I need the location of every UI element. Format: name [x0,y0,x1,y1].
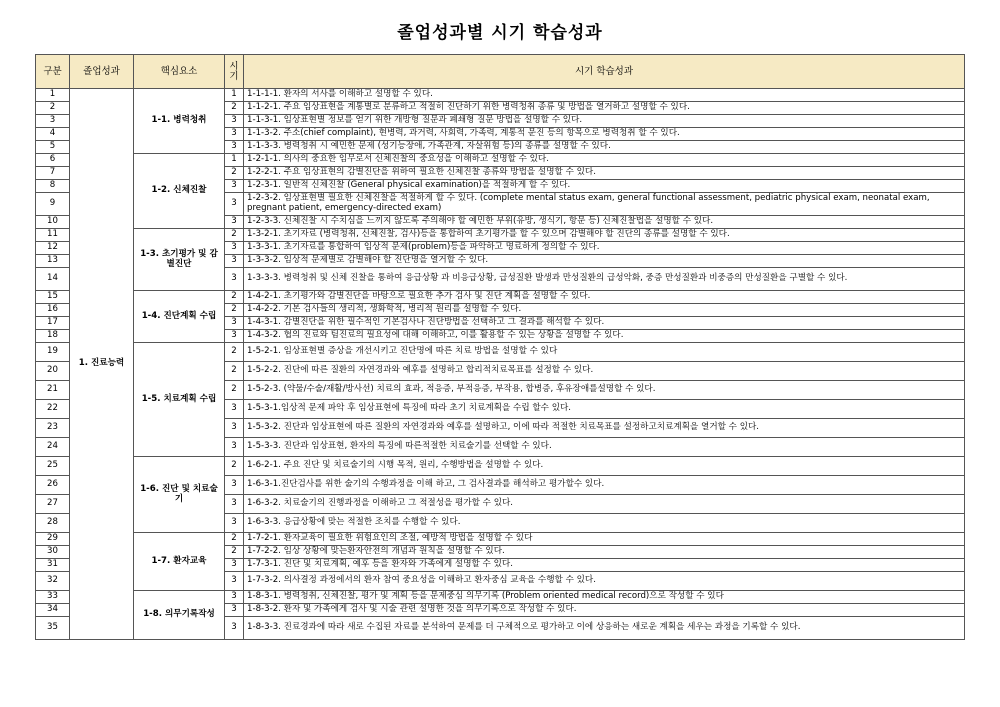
row-desc: 1-7-3-1. 진단 및 치료계획, 예후 등을 환자와 가족에게 설명할 수 있다. [244,559,965,572]
row-desc: 1-1-3-3. 병력청취 시 예민한 문제 (성기능장애, 가족관계, 자살위험 등)의 종류를 설명할 수 있다. [244,141,965,154]
row-desc: 1-6-2-1. 주요 진단 및 치료술기의 시행 목적, 원리, 수행방법을 설명할 수 있다. [244,457,965,476]
row-level: 3 [225,317,244,330]
row-desc: 1-4-3-2. 협의 진료와 팀진료의 필요성에 대해 이해하고, 이를 활용할 수 있는 상황을 설명할 수 있다. [244,330,965,343]
row-number: 19 [36,343,70,362]
core-cell: 1-4. 진단계획 수립 [134,291,225,343]
row-level: 2 [225,362,244,381]
table-row [36,89,965,102]
row-level: 3 [225,242,244,255]
row-number: 20 [36,362,70,381]
row-desc: 1-3-3-2. 임상적 문제별로 감별해야 할 진단명을 열거할 수 있다. [244,255,965,268]
row-number: 9 [36,193,70,216]
row-number: 27 [36,495,70,514]
row-number: 3 [36,115,70,128]
row-number: 24 [36,438,70,457]
row-level: 3 [225,193,244,216]
row-number: 34 [36,604,70,617]
row-number: 33 [36,591,70,604]
row-level: 3 [225,400,244,419]
row-level: 2 [225,229,244,242]
row-desc: 1-6-3-1.진단검사를 위한 술기의 수행과정을 이해 하고, 그 검사결과를 해석하고 평가할수 있다. [244,476,965,495]
row-desc: 1-1-1-1. 환자의 서사를 이해하고 설명할 수 있다. [244,89,965,102]
outcome-cell: 1. 진료능력 [70,89,134,640]
header-outcome: 졸업성과 [70,55,134,89]
row-number: 8 [36,180,70,193]
row-desc: 1-8-3-2. 환자 및 가족에게 검사 및 시술 관련 설명한 것을 의무기록으로 작성할 수 있다. [244,604,965,617]
row-level: 3 [225,419,244,438]
row-desc: 1-6-3-2. 치료술기의 진행과정을 이해하고 그 적절성을 평가할 수 있다. [244,495,965,514]
row-number: 28 [36,514,70,533]
row-number: 18 [36,330,70,343]
row-number: 15 [36,291,70,304]
table-row [36,154,965,167]
row-desc: 1-7-3-2. 의사결정 과정에서의 환자 참여 중요성을 이해하고 환자중심 교육을 수행할 수 있다. [244,572,965,591]
row-desc: 1-2-2-1. 주요 임상표현의 감별진단을 위하여 필요한 신체진찰 종류와 방법을 설명할 수 있다. [244,167,965,180]
row-level: 2 [225,343,244,362]
row-number: 35 [36,617,70,640]
core-cell: 1-2. 신체진찰 [134,154,225,229]
row-desc: 1-1-2-1. 주요 임상표현을 계통별로 분류하고 적절히 진단하기 위한 병력청취 종류 및 방법을 열거하고 설명할 수 있다. [244,102,965,115]
row-level: 2 [225,167,244,180]
row-desc: 1-3-3-1. 초기자료를 통합하여 임상적 문제(problem)등을 파악하고 명료하게 정의할 수 있다. [244,242,965,255]
row-desc: 1-4-2-2. 기본 검사들의 생리적, 생화학적, 병리적 원리를 설명할 수 있다. [244,304,965,317]
header-desc: 시기 학습성과 [244,55,965,89]
row-desc: 1-5-2-2. 진단에 따른 질환의 자연경과와 예후를 설명하고 합리적치료목표를 설정할 수 있다. [244,362,965,381]
row-number: 30 [36,546,70,559]
row-desc: 1-2-3-1. 일반적 신체진찰 (General physical examination)을 적절하게 할 수 있다. [244,180,965,193]
row-level: 3 [225,559,244,572]
learning-outcomes-table [35,54,965,640]
row-level: 3 [225,617,244,640]
row-level: 3 [225,495,244,514]
row-level: 1 [225,154,244,167]
row-number: 23 [36,419,70,438]
row-level: 3 [225,591,244,604]
row-level: 3 [225,128,244,141]
row-number: 31 [36,559,70,572]
row-level: 3 [225,216,244,229]
row-number: 6 [36,154,70,167]
row-number: 11 [36,229,70,242]
row-desc: 1-8-3-3. 진료경과에 따라 새로 수집된 자료를 분석하여 문제를 더 구체적으로 평가하고 이에 상응하는 새로운 계획을 세우는 과정을 기록할 수 있다. [244,617,965,640]
row-level: 2 [225,533,244,546]
row-level: 2 [225,102,244,115]
row-level: 3 [225,476,244,495]
row-desc: 1-2-3-2. 임상표현별 필요한 신체진찰을 적절하게 할 수 있다. (complete mental status exam, general functional assessment, pediatric physical exam, neonatal exam, pregnant patient, emergency-directed exam) [244,193,965,216]
row-desc: 1-4-2-1. 초기평가와 감별진단을 바탕으로 필요한 추가 검사 및 진단 계획을 설명할 수 있다. [244,291,965,304]
row-level: 3 [225,255,244,268]
row-desc: 1-5-3-1.임상적 문제 파악 후 임상표현에 특징에 따라 초기 치료계획을 수립 할수 있다. [244,400,965,419]
table-row [36,291,965,304]
table-row [36,591,965,604]
table-row [36,343,965,362]
row-level: 3 [225,572,244,591]
table-row [36,457,965,476]
page-title: 졸업성과별 시기 학습성과 [397,23,603,43]
row-desc: 1-4-3-1. 감별진단을 위한 필수적인 기본검사나 진단방법을 선택하고 그 결과를 해석할 수 있다. [244,317,965,330]
row-number: 12 [36,242,70,255]
core-cell: 1-5. 치료계획 수립 [134,343,225,457]
row-desc: 1-8-3-1. 병력청취, 신체진찰, 평가 및 계획 등을 문제중심 의무기록 (Problem oriented medical record)으로 작성할 수 있다 [244,591,965,604]
core-cell: 1-3. 초기평가 및 감별진단 [134,229,225,291]
row-desc: 1-6-3-3. 응급상황에 맞는 적절한 조치를 수행할 수 있다. [244,514,965,533]
table-row [36,229,965,242]
row-level: 2 [225,381,244,400]
row-desc: 1-1-3-2. 주소(chief complaint), 현병력, 과거력, 사회력, 가족력, 계통적 문진 등의 항목으로 병력청취 할 수 있다. [244,128,965,141]
row-number: 10 [36,216,70,229]
row-level: 3 [225,604,244,617]
row-desc: 1-7-2-1. 환자교육이 필요한 위험요인의 조절, 예방적 방법을 설명할 수 있다 [244,533,965,546]
row-number: 22 [36,400,70,419]
row-number: 25 [36,457,70,476]
row-level: 2 [225,546,244,559]
row-number: 32 [36,572,70,591]
row-desc: 1-5-3-2. 진단과 임상표현에 따른 질환의 자연경과와 예후를 설명하고, 이에 따라 적절한 치료목표를 설정하고치료계획을 열거할 수 있다. [244,419,965,438]
row-number: 5 [36,141,70,154]
row-desc: 1-3-2-1. 초기자료 (병력청취, 신체진찰, 검사)등을 통합하여 초기평가를 할 수 있으며 감별해야 할 진단의 종류를 설명할 수 있다. [244,229,965,242]
row-level: 3 [225,141,244,154]
row-number: 29 [36,533,70,546]
row-desc: 1-5-2-1. 임상표현별 증상을 개선시키고 진단명에 따른 치료 방법을 설명할 수 있다 [244,343,965,362]
row-desc: 1-1-3-1. 임상표현별 정보를 얻기 위한 개방형 질문과 폐쇄형 질문 방법을 설명할 수 있다. [244,115,965,128]
header-core: 핵심요소 [134,55,225,89]
row-level: 3 [225,330,244,343]
row-level: 2 [225,304,244,317]
row-level: 2 [225,457,244,476]
row-level: 2 [225,291,244,304]
row-level: 3 [225,268,244,291]
row-number: 13 [36,255,70,268]
row-desc: 1-5-3-3. 진단과 임상표현, 환자의 특징에 따른적절한 치료술기를 선택할 수 있다. [244,438,965,457]
core-cell: 1-7. 환자교육 [134,533,225,591]
row-level: 1 [225,89,244,102]
row-number: 26 [36,476,70,495]
row-level: 3 [225,514,244,533]
row-number: 4 [36,128,70,141]
row-number: 14 [36,268,70,291]
header-row [36,55,965,89]
header-level: 시기 [225,55,244,89]
table-row [36,533,965,546]
row-desc: 1-7-2-2. 임상 상황에 맞는환자안전의 개념과 원칙을 설명할 수 있다. [244,546,965,559]
row-desc: 1-3-3-3. 병력청취 및 신체 진찰을 통하여 응급상황 과 비응급상황, 급성질환 발생과 만성질환의 급성악화, 중증 만성질환과 비중증의 만성질환을 구별할 수 있다. [244,268,965,291]
row-level: 3 [225,180,244,193]
row-number: 21 [36,381,70,400]
row-number: 1 [36,89,70,102]
row-number: 7 [36,167,70,180]
header-num: 구분 [36,55,70,89]
row-level: 3 [225,115,244,128]
core-cell: 1-8. 의무기록작성 [134,591,225,640]
row-number: 2 [36,102,70,115]
row-desc: 1-2-1-1. 의사의 중요한 임무로서 신체진찰의 중요성을 이해하고 설명할 수 있다. [244,154,965,167]
row-number: 17 [36,317,70,330]
core-cell: 1-6. 진단 및 치료술기 [134,457,225,533]
row-desc: 1-2-3-3. 신체진찰 시 수치심을 느끼지 않도록 주의해야 할 예민한 부위(유방, 생식기, 항문 등) 신체진찰법을 설명할 수 있다. [244,216,965,229]
core-cell: 1-1. 병력청취 [134,89,225,154]
row-desc: 1-5-2-3. (약물/수술/재활/방사선) 치료의 효과, 적응증, 부적응증, 부작용, 합병증, 후유장애를설명할 수 있다. [244,381,965,400]
row-level: 3 [225,438,244,457]
row-number: 16 [36,304,70,317]
